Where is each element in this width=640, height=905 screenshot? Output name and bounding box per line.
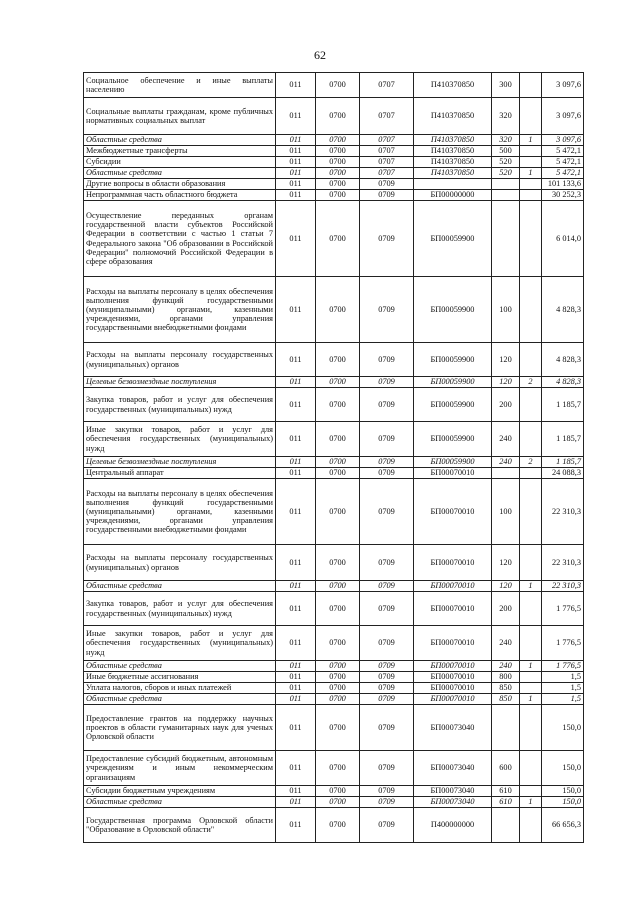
row-source-code: 2 <box>520 457 542 468</box>
row-admin-code: 011 <box>276 626 316 661</box>
row-expense-type-code: 600 <box>492 751 520 786</box>
row-source-code <box>520 73 542 98</box>
row-subsection-code: 0709 <box>360 661 414 672</box>
table-row <box>84 786 584 797</box>
row-subsection-code: 0707 <box>360 135 414 146</box>
row-target-code: БП00059900 <box>414 277 492 343</box>
table-row <box>84 626 584 661</box>
row-amount: 150,0 <box>542 705 584 751</box>
row-name: Непрограммная часть областного бюджета <box>84 190 276 201</box>
row-amount: 1 185,7 <box>542 388 584 422</box>
row-subsection-code: 0709 <box>360 808 414 843</box>
row-target-code: БП00059900 <box>414 457 492 468</box>
row-target-code: БП00070010 <box>414 626 492 661</box>
row-expense-type-code: 120 <box>492 377 520 388</box>
table-row <box>84 751 584 786</box>
row-amount: 3 097,6 <box>542 98 584 135</box>
row-target-code: БП00073040 <box>414 786 492 797</box>
row-name: Областные средства <box>84 797 276 808</box>
row-source-code: 1 <box>520 135 542 146</box>
table-row <box>84 694 584 705</box>
row-subsection-code: 0709 <box>360 751 414 786</box>
row-admin-code: 011 <box>276 683 316 694</box>
row-target-code: П410370850 <box>414 135 492 146</box>
row-name: Осуществление переданных органам государственной власти субъектов Российской Федерации в соответствии с частью 1 статьи 7 Федерального закона "Об образовании в Российской Федерации" полномочий Российской Федерации в сфере образования <box>84 201 276 277</box>
row-expense-type-code: 320 <box>492 98 520 135</box>
row-admin-code: 011 <box>276 705 316 751</box>
row-expense-type-code <box>492 705 520 751</box>
row-section-code: 0700 <box>316 388 360 422</box>
row-source-code: 1 <box>520 797 542 808</box>
row-expense-type-code: 240 <box>492 661 520 672</box>
row-amount: 101 133,6 <box>542 179 584 190</box>
row-source-code <box>520 672 542 683</box>
row-target-code: БП00070010 <box>414 545 492 581</box>
table-row <box>84 388 584 422</box>
row-target-code: БП00070010 <box>414 592 492 626</box>
row-admin-code: 011 <box>276 661 316 672</box>
row-amount: 22 310,3 <box>542 479 584 545</box>
row-target-code: П410370850 <box>414 157 492 168</box>
row-source-code <box>520 479 542 545</box>
table-row <box>84 661 584 672</box>
row-subsection-code: 0709 <box>360 786 414 797</box>
row-admin-code: 011 <box>276 581 316 592</box>
row-target-code: БП00070010 <box>414 672 492 683</box>
row-amount: 3 097,6 <box>542 135 584 146</box>
row-target-code: П400000000 <box>414 808 492 843</box>
row-subsection-code: 0709 <box>360 179 414 190</box>
row-source-code <box>520 277 542 343</box>
row-section-code: 0700 <box>316 479 360 545</box>
row-name: Закупка товаров, работ и услуг для обеспечения государственных (муниципальных) нужд <box>84 388 276 422</box>
row-expense-type-code <box>492 468 520 479</box>
row-expense-type-code: 100 <box>492 479 520 545</box>
row-name: Социальные выплаты гражданам, кроме публичных нормативных социальных выплат <box>84 98 276 135</box>
row-target-code: БП00070010 <box>414 468 492 479</box>
row-amount: 30 252,3 <box>542 190 584 201</box>
row-expense-type-code: 850 <box>492 683 520 694</box>
table-row <box>84 201 584 277</box>
row-section-code: 0700 <box>316 683 360 694</box>
row-target-code: БП00073040 <box>414 797 492 808</box>
table-row <box>84 683 584 694</box>
row-name: Предоставление грантов на поддержку научных проектов в области гуманитарных наук для ученых Орловской области <box>84 705 276 751</box>
row-section-code: 0700 <box>316 797 360 808</box>
row-expense-type-code: 850 <box>492 694 520 705</box>
row-target-code: П410370850 <box>414 73 492 98</box>
row-amount: 4 828,3 <box>542 277 584 343</box>
row-amount: 150,0 <box>542 786 584 797</box>
row-expense-type-code: 800 <box>492 672 520 683</box>
row-target-code: П410370850 <box>414 168 492 179</box>
table-row <box>84 73 584 98</box>
row-admin-code: 011 <box>276 797 316 808</box>
row-subsection-code: 0709 <box>360 672 414 683</box>
row-expense-type-code: 610 <box>492 797 520 808</box>
table-row <box>84 168 584 179</box>
row-amount: 1 776,5 <box>542 661 584 672</box>
row-name: Уплата налогов, сборов и иных платежей <box>84 683 276 694</box>
row-expense-type-code: 200 <box>492 388 520 422</box>
row-subsection-code: 0707 <box>360 98 414 135</box>
row-target-code: БП00059900 <box>414 422 492 457</box>
row-amount: 22 310,3 <box>542 581 584 592</box>
row-amount: 3 097,6 <box>542 73 584 98</box>
row-admin-code: 011 <box>276 545 316 581</box>
table-row <box>84 422 584 457</box>
row-source-code <box>520 808 542 843</box>
table-row <box>84 277 584 343</box>
row-name: Закупка товаров, работ и услуг для обеспечения государственных (муниципальных) нужд <box>84 592 276 626</box>
row-admin-code: 011 <box>276 592 316 626</box>
row-expense-type-code: 300 <box>492 73 520 98</box>
row-amount: 1 185,7 <box>542 422 584 457</box>
row-subsection-code: 0709 <box>360 545 414 581</box>
row-target-code: БП00059900 <box>414 201 492 277</box>
row-source-code <box>520 201 542 277</box>
row-section-code: 0700 <box>316 377 360 388</box>
row-admin-code: 011 <box>276 468 316 479</box>
row-subsection-code: 0709 <box>360 190 414 201</box>
row-amount: 5 472,1 <box>542 146 584 157</box>
row-section-code: 0700 <box>316 705 360 751</box>
row-section-code: 0700 <box>316 661 360 672</box>
row-source-code <box>520 705 542 751</box>
row-name: Иные закупки товаров, работ и услуг для обеспечения государственных (муниципальных) нужд <box>84 626 276 661</box>
row-target-code: П410370850 <box>414 146 492 157</box>
row-section-code: 0700 <box>316 179 360 190</box>
row-section-code: 0700 <box>316 201 360 277</box>
row-name: Областные средства <box>84 168 276 179</box>
row-target-code: БП00073040 <box>414 751 492 786</box>
row-source-code <box>520 626 542 661</box>
row-name: Субсидии бюджетным учреждениям <box>84 786 276 797</box>
row-subsection-code: 0709 <box>360 626 414 661</box>
row-amount: 150,0 <box>542 751 584 786</box>
row-target-code: БП00059900 <box>414 343 492 377</box>
row-name: Целевые безвозмездные поступления <box>84 457 276 468</box>
row-amount: 4 828,3 <box>542 343 584 377</box>
row-source-code <box>520 468 542 479</box>
row-source-code <box>520 179 542 190</box>
row-expense-type-code <box>492 190 520 201</box>
row-amount: 5 472,1 <box>542 157 584 168</box>
row-name: Центральный аппарат <box>84 468 276 479</box>
row-subsection-code: 0709 <box>360 422 414 457</box>
row-expense-type-code: 610 <box>492 786 520 797</box>
row-name: Субсидии <box>84 157 276 168</box>
table-row <box>84 157 584 168</box>
table-row <box>84 468 584 479</box>
row-amount: 1 776,5 <box>542 626 584 661</box>
row-target-code: БП00070010 <box>414 479 492 545</box>
table-row <box>84 179 584 190</box>
row-section-code: 0700 <box>316 468 360 479</box>
table-row <box>84 343 584 377</box>
row-name: Расходы на выплаты персоналу в целях обеспечения выполнения функций государственными (муниципальными) органами, казенными учреждениями, органами управления государственными внебюджетными фондами <box>84 479 276 545</box>
row-subsection-code: 0709 <box>360 479 414 545</box>
row-expense-type-code <box>492 179 520 190</box>
row-source-code <box>520 388 542 422</box>
page-number: 62 <box>314 48 326 62</box>
row-target-code: БП00070010 <box>414 661 492 672</box>
row-admin-code: 011 <box>276 672 316 683</box>
row-section-code: 0700 <box>316 146 360 157</box>
table-row <box>84 592 584 626</box>
row-section-code: 0700 <box>316 626 360 661</box>
row-source-code: 1 <box>520 661 542 672</box>
budget-table-body <box>84 73 584 843</box>
row-source-code <box>520 786 542 797</box>
row-name: Другие вопросы в области образования <box>84 179 276 190</box>
row-expense-type-code: 120 <box>492 545 520 581</box>
table-row <box>84 135 584 146</box>
row-name: Государственная программа Орловской области "Образование в Орловской области" <box>84 808 276 843</box>
row-admin-code: 011 <box>276 157 316 168</box>
row-amount: 150,0 <box>542 797 584 808</box>
row-expense-type-code: 120 <box>492 581 520 592</box>
row-section-code: 0700 <box>316 343 360 377</box>
row-target-code: БП00070010 <box>414 694 492 705</box>
row-target-code: П410370850 <box>414 98 492 135</box>
row-name: Областные средства <box>84 661 276 672</box>
row-expense-type-code: 500 <box>492 146 520 157</box>
row-subsection-code: 0709 <box>360 581 414 592</box>
row-amount: 22 310,3 <box>542 545 584 581</box>
row-section-code: 0700 <box>316 277 360 343</box>
row-source-code <box>520 343 542 377</box>
row-name: Социальное обеспечение и иные выплаты населению <box>84 73 276 98</box>
row-target-code: БП00073040 <box>414 705 492 751</box>
row-source-code <box>520 422 542 457</box>
row-subsection-code: 0709 <box>360 694 414 705</box>
row-amount: 1,5 <box>542 683 584 694</box>
row-section-code: 0700 <box>316 592 360 626</box>
row-expense-type-code: 100 <box>492 277 520 343</box>
row-target-code <box>414 179 492 190</box>
row-amount: 4 828,3 <box>542 377 584 388</box>
table-row <box>84 808 584 843</box>
row-subsection-code: 0709 <box>360 457 414 468</box>
row-admin-code: 011 <box>276 808 316 843</box>
table-row <box>84 457 584 468</box>
row-subsection-code: 0707 <box>360 73 414 98</box>
row-amount: 66 656,3 <box>542 808 584 843</box>
row-source-code: 2 <box>520 377 542 388</box>
row-section-code: 0700 <box>316 581 360 592</box>
row-admin-code: 011 <box>276 146 316 157</box>
row-name: Межбюджетные трансферты <box>84 146 276 157</box>
row-expense-type-code <box>492 201 520 277</box>
row-admin-code: 011 <box>276 786 316 797</box>
row-section-code: 0700 <box>316 672 360 683</box>
row-amount: 1,5 <box>542 694 584 705</box>
row-target-code: БП00000000 <box>414 190 492 201</box>
row-name: Областные средства <box>84 581 276 592</box>
row-section-code: 0700 <box>316 190 360 201</box>
row-section-code: 0700 <box>316 168 360 179</box>
row-subsection-code: 0709 <box>360 377 414 388</box>
row-source-code <box>520 98 542 135</box>
row-admin-code: 011 <box>276 135 316 146</box>
row-subsection-code: 0709 <box>360 705 414 751</box>
row-section-code: 0700 <box>316 422 360 457</box>
row-amount: 1,5 <box>542 672 584 683</box>
row-admin-code: 011 <box>276 751 316 786</box>
row-subsection-code: 0709 <box>360 468 414 479</box>
row-expense-type-code <box>492 808 520 843</box>
row-expense-type-code: 520 <box>492 168 520 179</box>
row-name: Областные средства <box>84 135 276 146</box>
row-source-code <box>520 751 542 786</box>
row-subsection-code: 0709 <box>360 343 414 377</box>
row-subsection-code: 0709 <box>360 797 414 808</box>
row-name: Предоставление субсидий бюджетным, автономным учреждениям и иным некоммерческим организациям <box>84 751 276 786</box>
row-source-code: 1 <box>520 168 542 179</box>
row-name: Расходы на выплаты персоналу в целях обеспечения выполнения функций государственными (муниципальными) органами, казенными учреждениями, органами управления государственными внебюджетными фондами <box>84 277 276 343</box>
row-source-code: 1 <box>520 694 542 705</box>
row-admin-code: 011 <box>276 168 316 179</box>
row-section-code: 0700 <box>316 457 360 468</box>
row-name: Целевые безвозмездные поступления <box>84 377 276 388</box>
row-admin-code: 011 <box>276 73 316 98</box>
row-name: Иные бюджетные ассигнования <box>84 672 276 683</box>
row-admin-code: 011 <box>276 343 316 377</box>
budget-table <box>83 72 584 843</box>
row-source-code <box>520 190 542 201</box>
row-section-code: 0700 <box>316 808 360 843</box>
table-row <box>84 146 584 157</box>
row-target-code: БП00059900 <box>414 377 492 388</box>
row-section-code: 0700 <box>316 751 360 786</box>
row-expense-type-code: 320 <box>492 135 520 146</box>
row-section-code: 0700 <box>316 98 360 135</box>
row-section-code: 0700 <box>316 135 360 146</box>
table-row <box>84 377 584 388</box>
row-target-code: БП00070010 <box>414 581 492 592</box>
row-expense-type-code: 520 <box>492 157 520 168</box>
table-row <box>84 797 584 808</box>
row-name: Иные закупки товаров, работ и услуг для обеспечения государственных (муниципальных) нужд <box>84 422 276 457</box>
row-admin-code: 011 <box>276 479 316 545</box>
row-section-code: 0700 <box>316 73 360 98</box>
row-subsection-code: 0707 <box>360 146 414 157</box>
row-source-code <box>520 545 542 581</box>
row-amount: 24 088,3 <box>542 468 584 479</box>
table-row <box>84 190 584 201</box>
table-row <box>84 581 584 592</box>
row-subsection-code: 0707 <box>360 168 414 179</box>
row-subsection-code: 0709 <box>360 277 414 343</box>
row-admin-code: 011 <box>276 377 316 388</box>
row-admin-code: 011 <box>276 98 316 135</box>
row-admin-code: 011 <box>276 201 316 277</box>
row-subsection-code: 0707 <box>360 157 414 168</box>
row-target-code: БП00070010 <box>414 683 492 694</box>
row-name: Расходы на выплаты персоналу государственных (муниципальных) органов <box>84 343 276 377</box>
row-expense-type-code: 240 <box>492 457 520 468</box>
row-admin-code: 011 <box>276 190 316 201</box>
row-section-code: 0700 <box>316 786 360 797</box>
row-name: Областные средства <box>84 694 276 705</box>
row-source-code: 1 <box>520 581 542 592</box>
row-source-code <box>520 592 542 626</box>
table-row <box>84 545 584 581</box>
row-admin-code: 011 <box>276 388 316 422</box>
row-subsection-code: 0709 <box>360 592 414 626</box>
row-expense-type-code: 240 <box>492 422 520 457</box>
table-row <box>84 705 584 751</box>
row-source-code <box>520 146 542 157</box>
row-admin-code: 011 <box>276 179 316 190</box>
row-expense-type-code: 200 <box>492 592 520 626</box>
table-row <box>84 479 584 545</box>
row-section-code: 0700 <box>316 545 360 581</box>
row-amount: 1 776,5 <box>542 592 584 626</box>
row-amount: 1 185,7 <box>542 457 584 468</box>
row-admin-code: 011 <box>276 277 316 343</box>
row-amount: 6 014,0 <box>542 201 584 277</box>
row-source-code <box>520 157 542 168</box>
row-target-code: БП00059900 <box>414 388 492 422</box>
row-name: Расходы на выплаты персоналу государственных (муниципальных) органов <box>84 545 276 581</box>
row-section-code: 0700 <box>316 157 360 168</box>
row-section-code: 0700 <box>316 694 360 705</box>
row-expense-type-code: 240 <box>492 626 520 661</box>
table-row <box>84 672 584 683</box>
row-subsection-code: 0709 <box>360 388 414 422</box>
row-amount: 5 472,1 <box>542 168 584 179</box>
row-subsection-code: 0709 <box>360 201 414 277</box>
row-admin-code: 011 <box>276 457 316 468</box>
table-row <box>84 98 584 135</box>
row-source-code <box>520 683 542 694</box>
row-subsection-code: 0709 <box>360 683 414 694</box>
row-admin-code: 011 <box>276 694 316 705</box>
row-expense-type-code: 120 <box>492 343 520 377</box>
row-admin-code: 011 <box>276 422 316 457</box>
